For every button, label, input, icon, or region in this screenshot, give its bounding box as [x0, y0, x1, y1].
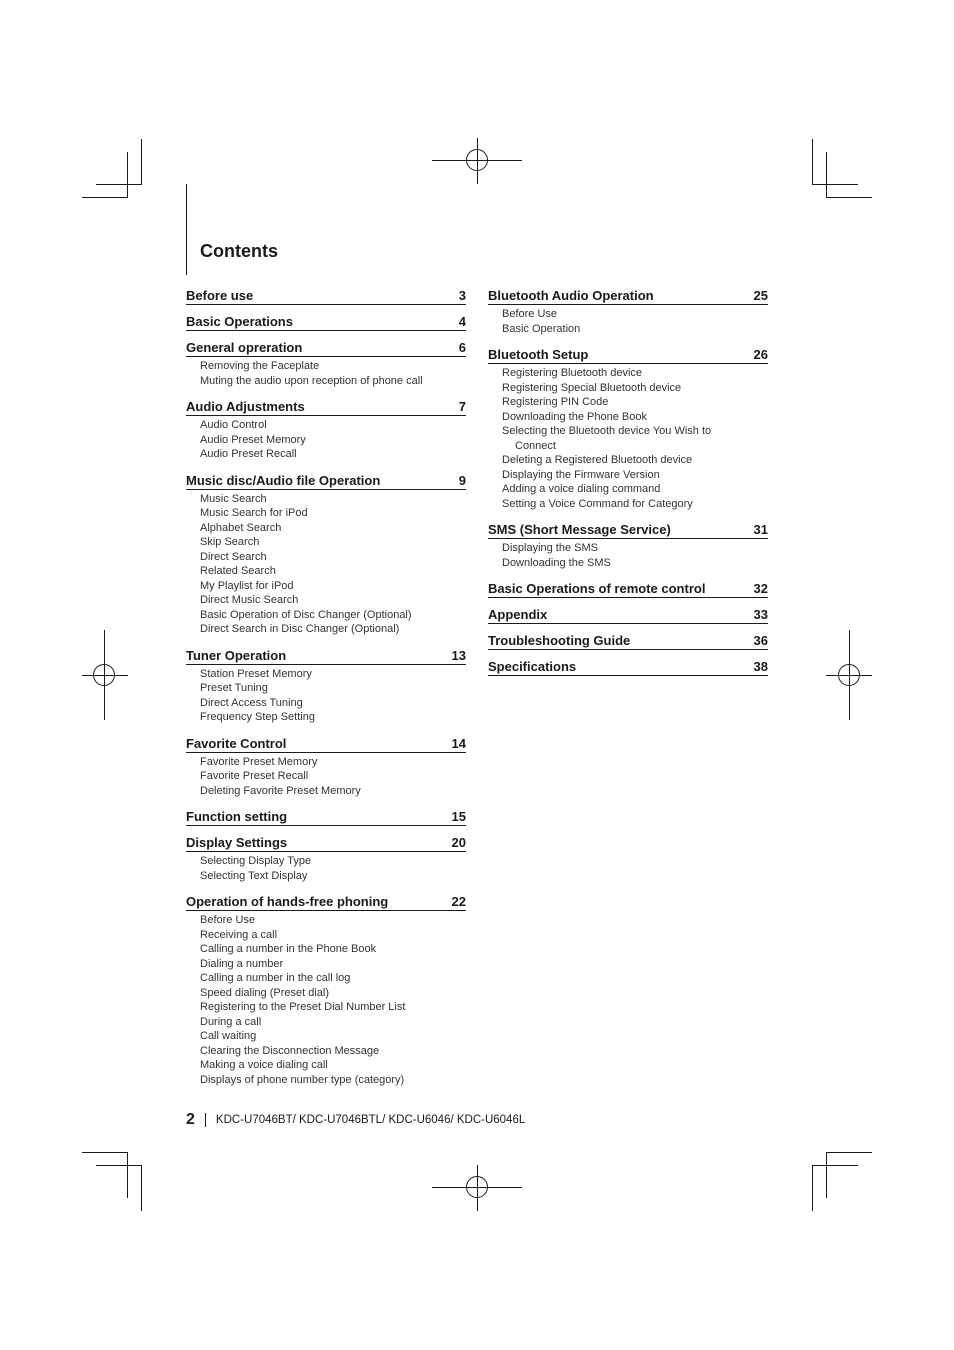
toc-subitem[interactable]: Skip Search — [200, 536, 260, 548]
crop-mark-line — [141, 139, 142, 185]
toc-section — [488, 580, 768, 598]
toc-subitem[interactable]: Displaying the SMS — [502, 542, 598, 554]
crop-mark-line — [127, 1152, 128, 1198]
toc-subitem[interactable]: Deleting Favorite Preset Memory — [200, 784, 361, 797]
crop-mark-line — [812, 1165, 813, 1211]
toc-section-heading[interactable] — [186, 339, 466, 357]
toc-section — [186, 834, 466, 883]
crop-mark-line — [826, 197, 872, 198]
toc-subitem[interactable]: Making a voice dialing call — [200, 1059, 328, 1071]
crop-mark-line — [82, 1152, 128, 1153]
toc-subitem[interactable]: Adding a voice dialing command — [502, 483, 661, 495]
toc-subitem[interactable]: Connect — [515, 439, 556, 452]
page-number: 2 — [186, 1111, 195, 1128]
toc-section-title: Appendix — [488, 607, 548, 622]
toc-section-heading[interactable] — [488, 632, 768, 650]
toc-subitem[interactable]: Removing the Faceplate — [200, 360, 320, 372]
title-rule — [186, 184, 187, 275]
toc-subitem[interactable]: Audio Preset Memory — [200, 433, 306, 446]
toc-section-title: Audio Adjustments — [186, 399, 305, 414]
toc-section-page: 36 — [753, 633, 768, 648]
toc-section-heading[interactable] — [488, 580, 768, 598]
toc-section-page: 31 — [753, 522, 768, 537]
crop-mark-line — [96, 1165, 142, 1166]
toc-section-page: 15 — [451, 809, 466, 824]
toc-section-heading[interactable] — [186, 735, 466, 753]
toc-section-heading[interactable] — [488, 606, 768, 624]
toc-section — [488, 606, 768, 624]
toc-subitem[interactable]: Music Search — [200, 492, 267, 505]
toc-section-page: 7 — [458, 399, 466, 414]
toc-subitem[interactable]: Direct Music Search — [200, 594, 299, 606]
toc-section-title: Bluetooth Setup — [488, 347, 589, 362]
toc-section-heading[interactable] — [186, 834, 466, 852]
toc-subitem[interactable]: Displaying the Firmware Version — [502, 468, 660, 481]
toc-subitem[interactable]: Clearing the Disconnection Message — [200, 1044, 380, 1057]
toc-subitem[interactable]: Before Use — [200, 914, 256, 926]
toc-section-page: 33 — [753, 607, 768, 622]
toc-subitem[interactable]: Selecting Display Type — [200, 855, 312, 867]
crop-mark-line — [82, 197, 128, 198]
toc-section-page: 14 — [451, 735, 466, 751]
model-list: KDC-U7046BT/ KDC-U7046BTL/ KDC-U6046/ KDC-U6046L — [215, 1114, 526, 1126]
toc-subitem[interactable]: Call waiting — [200, 1030, 257, 1042]
toc-section-page: 4 — [458, 314, 466, 329]
toc-section — [488, 346, 768, 511]
toc-section — [186, 893, 466, 1087]
toc-subitem[interactable]: Registering to the Preset Dial Number List — [200, 1001, 406, 1013]
toc-section — [488, 287, 768, 336]
toc-section-heading[interactable] — [488, 287, 768, 305]
toc-subitem-list — [488, 307, 768, 336]
crop-mark-line — [141, 1165, 142, 1211]
toc-subitem[interactable]: Audio Preset Recall — [200, 448, 297, 460]
crop-mark-line — [96, 184, 142, 185]
toc-subitem-list — [186, 359, 466, 388]
toc-right-column — [488, 287, 768, 684]
toc-subitem[interactable]: Direct Search — [200, 550, 267, 563]
toc-subitem[interactable]: Deleting a Registered Bluetooth device — [502, 454, 693, 466]
toc-section-page: 26 — [753, 347, 768, 362]
toc-subitem-list — [488, 541, 768, 570]
toc-subitem[interactable]: Frequency Step Setting — [200, 711, 315, 723]
toc-section-heading[interactable] — [186, 647, 466, 665]
toc-subitem[interactable]: Preset Tuning — [200, 682, 268, 694]
toc-subitem[interactable]: Downloading the Phone Book — [502, 410, 647, 423]
toc-subitem[interactable]: Related Search — [200, 565, 276, 577]
toc-section-heading[interactable] — [488, 346, 768, 364]
toc-left-column — [186, 287, 466, 1097]
toc-subitem[interactable]: Calling a number in the call log — [200, 972, 351, 984]
toc-subitem[interactable]: During a call — [200, 1015, 262, 1028]
toc-subitem[interactable]: Registering Special Bluetooth device — [502, 381, 682, 394]
toc-section — [186, 398, 466, 462]
toc-subitem-list — [186, 418, 466, 462]
toc-section-page: 32 — [753, 581, 768, 596]
toc-subitem[interactable]: Audio Control — [200, 419, 267, 431]
crop-mark-line — [812, 139, 813, 185]
crop-mark-line — [812, 1165, 858, 1166]
toc-section-heading[interactable] — [186, 398, 466, 416]
toc-subitem[interactable]: Music Search for iPod — [200, 507, 308, 519]
toc-subitem[interactable]: Alphabet Search — [200, 521, 282, 534]
registration-mark-circle — [466, 1176, 488, 1198]
toc-section-heading[interactable] — [186, 287, 466, 305]
toc-subitem-list — [186, 492, 466, 637]
toc-section — [488, 521, 768, 570]
toc-section-heading[interactable] — [488, 658, 768, 676]
toc-section — [186, 472, 466, 637]
toc-section-heading[interactable] — [186, 893, 466, 911]
toc-section-page: 22 — [451, 894, 466, 909]
toc-section — [186, 287, 466, 305]
toc-section-page: 25 — [753, 288, 768, 303]
toc-section-title: Tuner Operation — [186, 647, 287, 663]
toc-section-title: Basic Operations of remote control — [488, 581, 706, 596]
toc-section-title: SMS (Short Message Service) — [488, 522, 671, 537]
toc-section-heading[interactable] — [186, 313, 466, 331]
toc-subitem[interactable]: Favorite Preset Recall — [200, 770, 309, 782]
toc-section — [186, 647, 466, 725]
crop-mark-line — [826, 1152, 827, 1198]
toc-subitem[interactable]: Downloading the SMS — [502, 556, 611, 569]
toc-subitem[interactable]: Muting the audio upon reception of phone call — [200, 374, 423, 387]
crop-mark-line — [812, 184, 858, 185]
toc-subitem-list — [186, 755, 466, 799]
toc-section-title: Basic Operations — [186, 314, 293, 329]
toc-section — [186, 339, 466, 388]
registration-mark-circle — [466, 149, 488, 171]
toc-section-page: 20 — [451, 835, 466, 850]
toc-section — [488, 632, 768, 650]
toc-subitem[interactable]: Calling a number in the Phone Book — [200, 943, 377, 955]
toc-section-title: Operation of hands-free phoning — [186, 894, 389, 909]
toc-section-title: General opreration — [186, 340, 303, 355]
toc-section-heading[interactable] — [488, 521, 768, 539]
toc-section-title: Specifications — [488, 659, 577, 674]
toc-subitem[interactable]: Before Use — [502, 308, 558, 320]
toc-subitem-list — [186, 913, 466, 1087]
toc-section-page: 6 — [458, 340, 466, 355]
toc-section-title: Bluetooth Audio Operation — [488, 288, 654, 303]
toc-subitem[interactable]: Setting a Voice Command for Category — [502, 497, 693, 510]
toc-section-heading[interactable] — [186, 808, 466, 826]
toc-subitem[interactable]: Displays of phone number type (category) — [200, 1073, 405, 1086]
toc-subitem-list — [186, 854, 466, 883]
registration-mark-circle — [838, 664, 860, 686]
toc-section — [186, 735, 466, 799]
toc-section-title: Display Settings — [186, 835, 288, 850]
toc-subitem[interactable]: Receiving a call — [200, 928, 278, 941]
crop-mark-line — [826, 1152, 872, 1153]
toc-subitem[interactable]: Direct Access Tuning — [200, 696, 303, 709]
toc-section-page: 3 — [458, 288, 466, 303]
toc-subitem[interactable]: Favorite Preset Memory — [200, 755, 318, 768]
toc-subitem[interactable]: Selecting Text Display — [200, 869, 308, 882]
toc-subitem[interactable]: Speed dialing (Preset dial) — [200, 986, 330, 999]
toc-section-title: Troubleshooting Guide — [488, 633, 631, 648]
crop-mark-line — [826, 152, 827, 198]
toc-subitem[interactable]: Basic Operation — [502, 322, 581, 335]
page-footer — [186, 1111, 525, 1129]
toc-section-page: 38 — [753, 659, 768, 674]
toc-section-title: Before use — [186, 288, 254, 303]
toc-subitem[interactable]: Direct Search in Disc Changer (Optional) — [200, 623, 400, 635]
registration-mark-circle — [93, 664, 115, 686]
page-title: Contents — [200, 241, 278, 261]
footer-divider — [205, 1113, 206, 1127]
toc-subitem-list — [186, 667, 466, 725]
toc-section-heading[interactable] — [186, 472, 466, 490]
toc-subitem[interactable]: Dialing a number — [200, 957, 284, 970]
toc-section — [186, 808, 466, 826]
toc-section-title: Music disc/Audio file Operation — [186, 472, 381, 488]
toc-section — [488, 658, 768, 676]
toc-section — [186, 313, 466, 331]
toc-subitem[interactable]: Station Preset Memory — [200, 667, 312, 680]
toc-section-title: Function setting — [186, 809, 288, 824]
crop-mark-line — [127, 152, 128, 198]
toc-subitem[interactable]: My Playlist for iPod — [200, 579, 294, 592]
toc-subitem[interactable]: Registering PIN Code — [502, 396, 609, 408]
toc-section-page: 13 — [451, 647, 466, 663]
toc-subitem-list — [488, 366, 768, 511]
toc-section-title: Favorite Control — [186, 735, 287, 751]
toc-subitem[interactable]: Basic Operation of Disc Changer (Optional) — [200, 608, 412, 621]
toc-section-page: 9 — [458, 472, 466, 488]
toc-subitem[interactable]: Selecting the Bluetooth device You Wish to — [502, 425, 712, 437]
toc-subitem[interactable]: Registering Bluetooth device — [502, 367, 643, 379]
